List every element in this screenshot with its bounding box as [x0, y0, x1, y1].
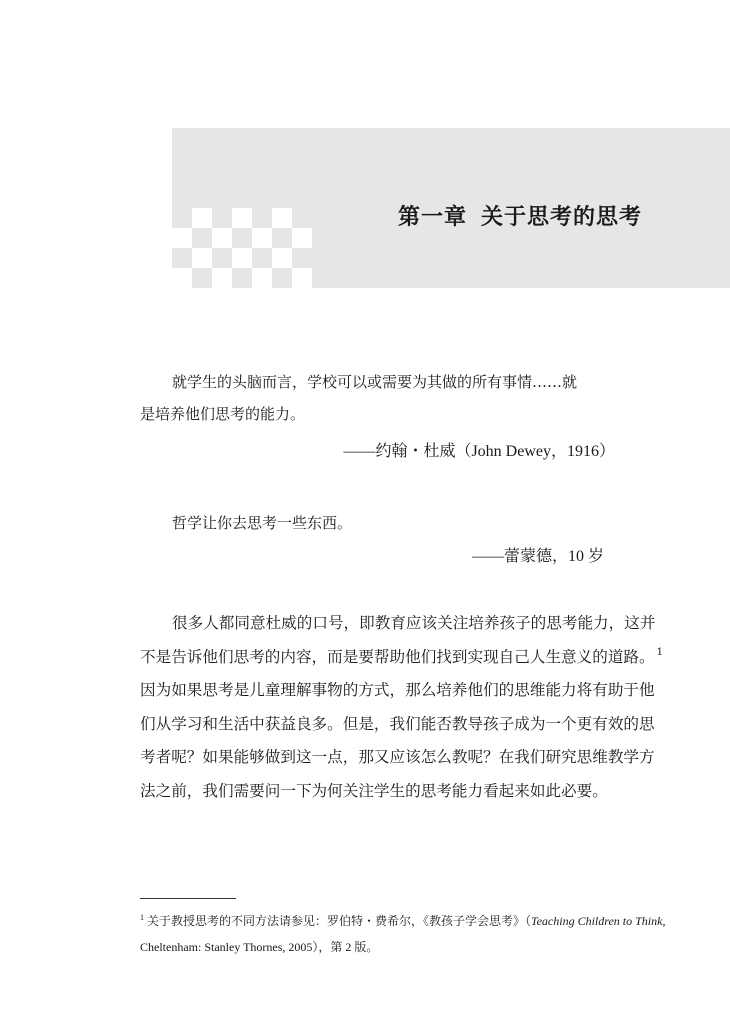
footnote-text-pre: 关于教授思考的不同方法请参见：罗伯特・费希尔，《教孩子学会思考》（ — [147, 914, 532, 928]
epigraph-2-line-1: 哲学让你去思考一些东西。 — [172, 514, 353, 532]
epigraph-1-attribution: ——约翰・杜威（John Dewey，1916） — [343, 443, 615, 460]
footnote-mark: 1 — [140, 913, 144, 922]
body-paragraph — [140, 607, 663, 809]
body-line-2-text: 不是告诉他们思考的内容，而是要帮助他们找到实现自己人生意义的道路。 — [140, 647, 655, 666]
chapter-title — [398, 200, 642, 231]
footnote-divider — [140, 898, 236, 899]
footnote-line-2: Cheltenham: Stanley Thornes, 2005），第 2 版。 — [140, 940, 379, 954]
body-line-1: 很多人都同意杜威的口号，即教育应该关注培养孩子的思考能力，这并 — [172, 614, 656, 632]
body-line-5: 考者呢？如果能够做到这一点，那又应该怎么教呢？在我们研究思维教学方 — [140, 748, 655, 767]
footnote-line-1 — [140, 908, 666, 934]
footnote-text-post: , — [662, 914, 666, 928]
body-line-2 — [140, 641, 663, 675]
footnote-reference[interactable]: 1 — [656, 647, 663, 659]
chapter-title-text: 关于思考的思考 — [480, 204, 642, 230]
checker-pattern-decoration — [172, 208, 312, 288]
body-line-4: 们从学习和生活中获益良多。但是，我们能否教导孩子成为一个更有效的思 — [140, 714, 655, 733]
body-line-3: 因为如果思考是儿童理解事物的方式，那么培养他们的思维能力将有助于他 — [140, 681, 655, 700]
chapter-number: 第一章 — [397, 204, 467, 230]
epigraph-1-line-1: 就学生的头脑而言，学校可以或需要为其做的所有事情……就 — [172, 373, 578, 391]
body-line-6: 法之前，我们需要问一下为何关注学生的思考能力看起来如此必要。 — [140, 781, 608, 800]
epigraph-2-attribution: ——蕾蒙德，10 岁 — [471, 548, 604, 565]
epigraph-1-line-2: 是培养他们思考的能力。 — [140, 405, 306, 423]
footnote-book-title: Teaching Children to Think — [531, 914, 663, 928]
footnote — [140, 908, 666, 960]
